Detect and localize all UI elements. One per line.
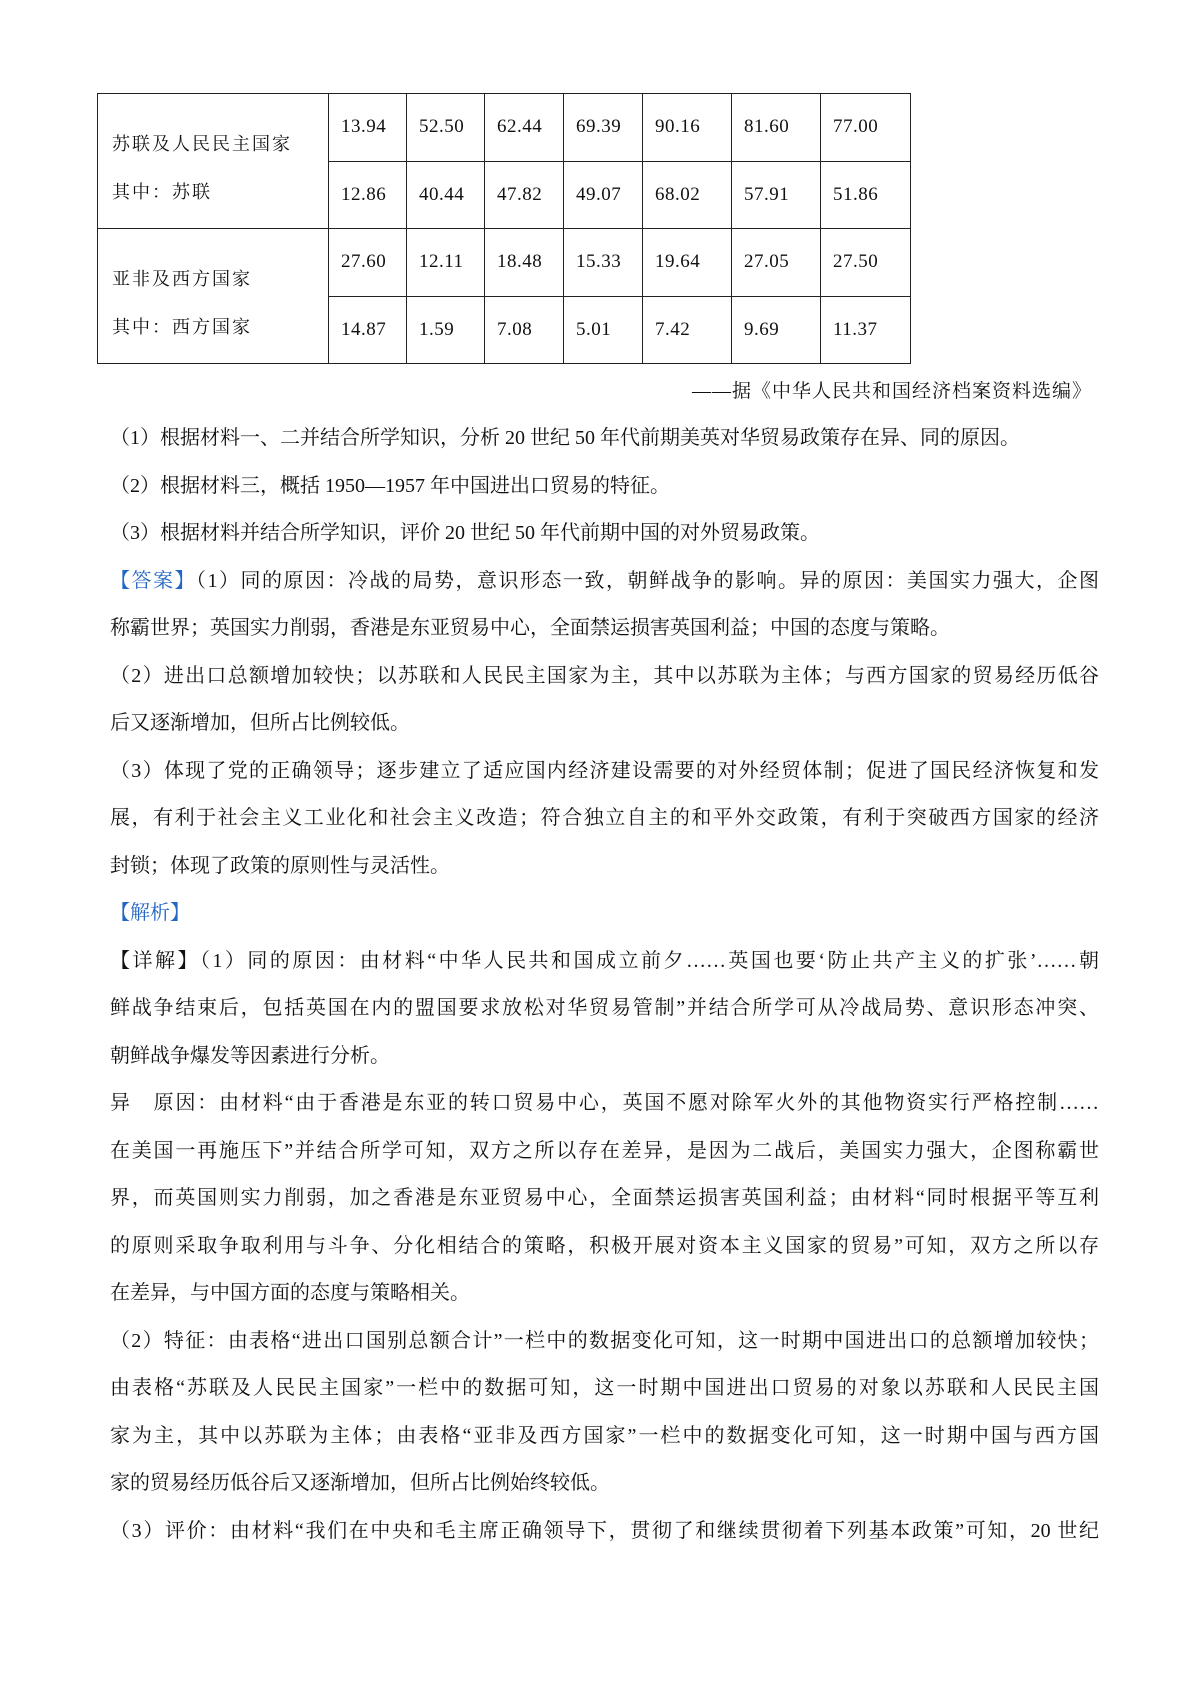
group-label: 亚非及西方国家 <box>112 269 252 289</box>
answer-line: 封锁；体现了政策的原则性与灵活性。 <box>110 854 450 877</box>
detail-line: 在差异，与中国方面的态度与策略相关。 <box>110 1282 470 1304</box>
table-row <box>98 229 911 297</box>
detail-line: 的原则采取争取利用与斗争、分化相结合的策略，积极开展对资本主义国家的贸易”可知，双方之所以存 <box>110 1234 1099 1257</box>
detail-line: 由表格“苏联及人民民主国家”一栏中的数据可知，这一时期中国进出口贸易的对象以苏联和人民民主国 <box>110 1377 1099 1399</box>
answer-tag: 【答案】 <box>110 569 196 592</box>
question-1: （1）根据材料一、二并结合所学知识，分析 20 世纪 50 年代前期美英对华贸易政策存在异、同的原因。 <box>110 427 1020 449</box>
table-cell: 15.33 <box>564 229 643 297</box>
analysis-tag: 【解析】 <box>110 902 190 924</box>
table-cell: 81.60 <box>732 94 821 162</box>
answer-line: （2）进出口总额增加较快；以苏联和人民民主国家为主，其中以苏联为主体；与西方国家的贸易经历低谷 <box>110 664 1099 687</box>
detail-line: 家为主，其中以苏联为主体；由表格“亚非及西方国家”一栏中的数据变化可知，这一时期中国与西方国 <box>110 1424 1099 1447</box>
table-cell: 52.50 <box>407 94 485 162</box>
question-3: （3）根据材料并结合所学知识，评价 20 世纪 50 年代前期中国的对外贸易政策。 <box>110 522 820 544</box>
table-cell: 27.05 <box>732 229 821 297</box>
table-cell: 47.82 <box>485 161 564 229</box>
table-cell: 51.86 <box>821 161 911 229</box>
group-sub-label: 其中：苏联 <box>112 182 212 202</box>
detail-tag: 【详解】 <box>110 949 200 972</box>
detail-text: （1）同的原因：由材料“中华人民共和国成立前夕……英国也要‘防止共产主义的扩张’……朝 <box>199 949 1099 972</box>
row-group-label <box>98 94 329 229</box>
table-cell: 57.91 <box>732 161 821 229</box>
answer-line: 展，有利于社会主义工业化和社会主义改造；符合独立自主的和平外交政策，有利于突破西方国家的经济 <box>110 807 1099 829</box>
table-cell: 1.59 <box>407 296 485 364</box>
table-cell: 27.50 <box>821 229 911 297</box>
table-cell: 7.42 <box>643 296 732 364</box>
table-cell: 19.64 <box>643 229 732 297</box>
answer-line: （3）体现了党的正确领导；逐步建立了适应国内经济建设需要的对外经贸体制；促进了国民经济恢复和发 <box>110 759 1099 782</box>
answer-line: 后又逐渐增加，但所占比例较低。 <box>110 712 410 734</box>
detail-line: （2）特征：由表格“进出口国别总额合计”一栏中的数据变化可知，这一时期中国进出口的总额增加较快； <box>110 1329 1099 1352</box>
detail-line: （3）评价：由材料“我们在中央和毛主席正确领导下，贯彻了和继续贯彻着下列基本政策”可知，20 世纪 <box>110 1519 1099 1542</box>
trade-data-table <box>97 93 911 364</box>
table-cell: 18.48 <box>485 229 564 297</box>
detail-line: 鲜战争结束后，包括英国在内的盟国要求放松对华贸易管制”并结合所学可从冷战局势、意识形态冲突、 <box>110 997 1099 1019</box>
table-cell: 49.07 <box>564 161 643 229</box>
table-cell: 62.44 <box>485 94 564 162</box>
document-body <box>110 415 1099 1555</box>
table-cell: 9.69 <box>732 296 821 364</box>
table-cell: 68.02 <box>643 161 732 229</box>
detail-line: 界，而英国则实力削弱，加之香港是东亚贸易中心，全面禁运损害英国利益；由材料“同时根据平等互利 <box>110 1187 1099 1209</box>
source-citation: ——据《中华人民共和国经济档案资料选编》 <box>691 381 1092 402</box>
detail-line: 在美国一再施压下”并结合所学可知，双方之所以存在差异，是因为二战后，美国实力强大，企图称霸世 <box>110 1139 1099 1162</box>
table-cell: 27.60 <box>329 229 407 297</box>
answer-line: 称霸世界；英国实力削弱，香港是东亚贸易中心，全面禁运损害英国利益；中国的态度与策略。 <box>110 617 950 639</box>
group-label: 苏联及人民民主国家 <box>112 134 292 154</box>
table-cell: 7.08 <box>485 296 564 364</box>
table-cell: 69.39 <box>564 94 643 162</box>
question-2: （2）根据材料三，概括 1950—1957 年中国进出口贸易的特征。 <box>110 474 670 497</box>
table-cell: 12.86 <box>329 161 407 229</box>
table-cell: 77.00 <box>821 94 911 162</box>
table-row <box>98 94 911 162</box>
table-cell: 5.01 <box>564 296 643 364</box>
detail-line <box>110 938 1099 986</box>
table-cell: 90.16 <box>643 94 732 162</box>
table-cell: 40.44 <box>407 161 485 229</box>
detail-line: 朝鲜战争爆发等因素进行分析。 <box>110 1044 390 1067</box>
table-cell: 12.11 <box>407 229 485 297</box>
row-group-label <box>98 229 329 364</box>
table-cell: 11.37 <box>821 296 911 364</box>
table-cell: 13.94 <box>329 94 407 162</box>
answer-text: （1）同的原因：冷战的局势，意识形态一致，朝鲜战争的影响。异的原因：美国实力强大，企图 <box>196 569 1099 592</box>
detail-line: 家的贸易经历低谷后又逐渐增加，但所占比例始终较低。 <box>110 1472 610 1494</box>
detail-line: 异 原因：由材料“由于香港是东亚的转口贸易中心，英国不愿对除军火外的其他物资实行严格控制…… <box>110 1092 1099 1114</box>
answer-line <box>110 558 1099 606</box>
table-cell: 14.87 <box>329 296 407 364</box>
group-sub-label: 其中：西方国家 <box>112 317 252 337</box>
